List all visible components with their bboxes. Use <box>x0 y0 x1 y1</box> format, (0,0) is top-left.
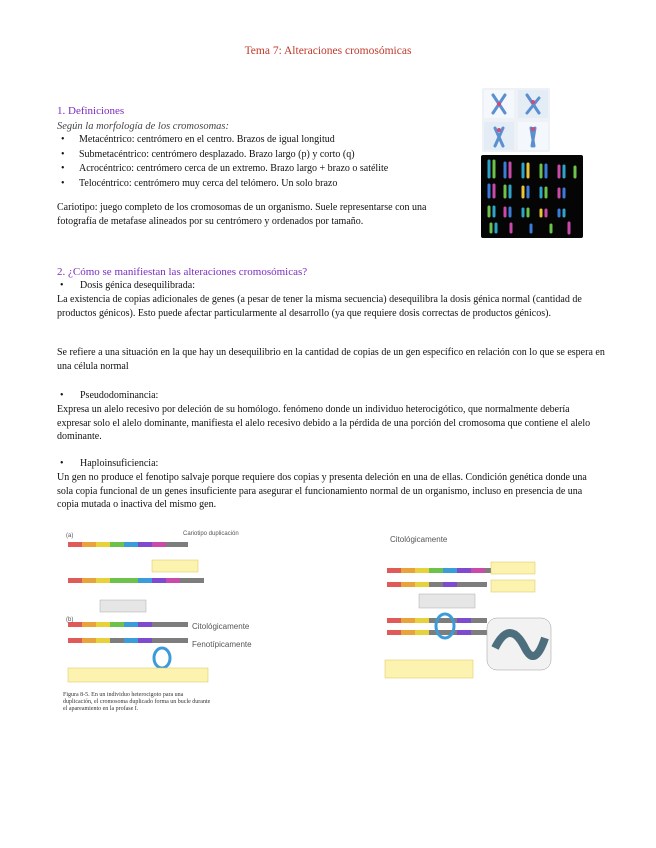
list-item: • Metacéntrico: centrómero en el centro. Brazos de igual longitud <box>57 133 477 148</box>
chromosome-morphology-image <box>482 88 550 152</box>
section-1-title: 1. Definiciones <box>57 105 125 117</box>
morphology-list <box>57 133 477 191</box>
left-figure-caption: Figura 8-5. En un individuo heterocigoto para una duplicación, el cromosoma duplicado forma un bucle durante el apareamiento en la profase I. <box>63 692 211 712</box>
left-figure-label-b: (b) <box>66 617 74 623</box>
page-title: Tema 7: Alteraciones cromosómicas <box>244 45 412 57</box>
section-1-subtitle: Según la morfología de los cromosomas: <box>57 121 229 132</box>
left-feno-label: Fenotípicamente <box>192 640 252 649</box>
dosis-paragraph-2: Se refiere a una situación en la que hay un desequilibrio en la cantidad de copias de un gen específico en relación con lo que se espera en una célula normal <box>57 347 605 372</box>
dosis-heading: • Dosis génica desequilibrada: <box>57 280 195 291</box>
karyotype-image <box>481 155 583 238</box>
dosis-paragraph: La existencia de copias adicionales de genes (a pesar de tener la misma secuencia) desequilibra la dosis génica normal (cantidad de productos génicos). Esto puede afectar particularmente al desarrollo (ya que requiere dosis correctas de productos génicos). <box>57 294 582 319</box>
bullet-icon: • <box>60 280 64 291</box>
pseudodominance-heading: • Pseudodominancia: <box>57 390 158 401</box>
bullet-icon: • <box>60 458 64 469</box>
section-2-title: 2. ¿Cómo se manifiestan las alteraciones cromosómicas? <box>57 266 308 278</box>
deletion-figure <box>383 548 555 698</box>
list-item: • Acrocéntrico: centrómero cerca de un extremo. Brazo largo + brazo o satélite <box>57 162 477 177</box>
list-item: • Telocéntrico: centrómero muy cerca del telómero. Un solo brazo <box>57 177 477 192</box>
pseudodominance-paragraph: Expresa un alelo recesivo por deleción de su homólogo. fenómeno donde un individuo heterocigótico, que normalmente debería expresar solo el alelo dominante, manifiesta el alelo recesivo debido a la pérdida de una porción del cromosoma que contiene el alelo dominante. <box>57 404 591 442</box>
bullet-icon: • <box>60 390 64 401</box>
haploinsufficiency-heading: • Haploinsuficiencia: <box>57 458 158 469</box>
right-figure-title: Citológicamente <box>390 535 448 544</box>
list-item: • Submetacéntrico: centrómero desplazado. Brazo largo (p) y corto (q) <box>57 148 477 163</box>
left-figure-title: Cariotipo duplicación <box>183 531 239 537</box>
duplication-figure <box>62 530 212 708</box>
haploinsufficiency-paragraph: Un gen no produce el fenotipo salvaje porque requiere dos copias y presenta deleción en una de ellas. Condición genética donde una sola copia funcional de un genes insuficiente para asegurar el funcionamiento normal de un organismo, incluso en presencia de una copia mutada o inactiva del mismo gen. <box>57 472 587 510</box>
left-figure-label-a: (a) <box>66 533 74 539</box>
cariotipo-definition: Cariotipo: juego completo de los cromosomas de un organismo. Suele representarse con una fotografía de metafase alineados por su centrómero y ordenados por tamaño. <box>57 202 427 227</box>
left-cyto-label: Citológicamente <box>192 622 250 631</box>
